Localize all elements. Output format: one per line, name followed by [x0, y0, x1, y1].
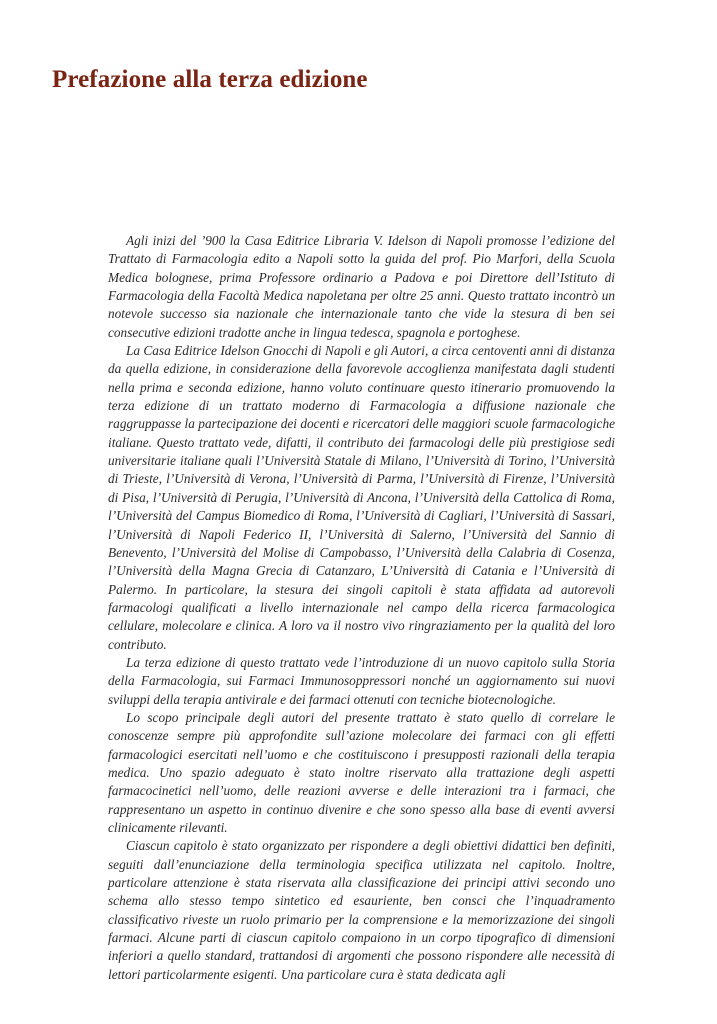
paragraph: Agli inizi del ’900 la Casa Editrice Libraria V. Idelson di Napoli promosse l’edizione del Trattato di Farmacologia edito a Napoli sotto la guida del prof. Pio Marfori, della Scuola Medica bolognese, prima Professore ordinario a Padova e poi Direttore dell’Istituto di Farmacologia della Facoltà Medica napoletana per oltre 25 anni. Questo trattato incontrò un notevole successo sia nazionale che internazionale tanto che vide la stesura di ben sei consecutive edizioni tradotte anche in lingua tedesca, spagnola e portoghese. [108, 233, 615, 340]
page-title: Prefazione alla terza edizione [52, 66, 368, 93]
paragraph: Ciascun capitolo è stato organizzato per rispondere a degli obiettivi didattici ben definiti, seguiti dall’enunciazione della terminologia specifica utilizzata nel capitolo. Inoltre, particolare attenzione è stata riservata alla classificazione dei principi attivi secondo uno schema allo stesso tempo sintetico ed esauriente, ben consci che l’inquadramento classificativo riveste un ruolo primario per la comprensione e la memorizzazione dei singoli farmaci. Alcune parti di ciascun capitolo compaiono in un corpo tipografico di dimensioni inferiori a quello standard, trattandosi di argomenti che possono rispondere alle necessità di lettori particolarmente esigenti. Una particolare cura è stata dedicata agli [108, 838, 615, 982]
paragraph: La terza edizione di questo trattato vede l’introduzione di un nuovo capitolo sulla Storia della Farmacologia, sui Farmaci Immunosoppressori nonché un aggiornamento sui nuovi sviluppi della terapia antivirale e dei farmaci ottenuti con tecniche biotecnologiche. [108, 654, 615, 707]
paragraph: La Casa Editrice Idelson Gnocchi di Napoli e gli Autori, a circa centoventi anni di distanza da quella edizione, in considerazione della favorevole accoglienza manifestata dagli studenti nella prima e seconda edizione, hanno voluto continuare questo itinerario promuovendo la terza edizione di un trattato moderno di Farmacologia a diffusione nazionale che raggruppasse la partecipazione dei docenti e ricercatori delle maggiori scuole farmacologiche italiane. Questo trattato vede, difatti, il contributo dei farmacologi delle più prestigiose sedi universitarie italiane quali l’Università Statale di Milano, l’Università di Torino, l’Università di Trieste, l’Università di Verona, l’Università di Parma, l’Università di Firenze, l’Università di Pisa, l’Università di Perugia, l’Università di Ancona, l’Università della Cattolica di Roma, l’Università del Campus Biomedico di Roma, l’Università di Cagliari, l’Università di Sassari, l’Università di Napoli Federico II, l’Università di Salerno, l’Università del Sannio di Benevento, l’Università del Molise di Campobasso, l’Università della Calabria di Cosenza, l’Università della Magna Grecia di Catanzaro, L’Università di Catania e l’Università di Palermo. In particolare, la stesura dei singoli capitoli è stata affidata ad autorevoli farmacologi qualificati a livello internazionale nel campo della ricerca farmacologica cellulare, molecolare e clinica. A loro va il nostro vivo ringraziamento per la qualità del loro contributo. [108, 343, 615, 652]
preface-body [108, 232, 615, 984]
paragraph: Lo scopo principale degli autori del presente trattato è stato quello di correlare le conoscenze sempre più approfondite sull’azione molecolare dei farmaci con gli effetti farmacologici esercitati nell’uomo e che costituiscono i presupposti razionali della terapia medica. Uno spazio adeguato è stato inoltre riservato alla trattazione degli aspetti farmacocinetici nell’uomo, delle reazioni avverse e delle interazioni tra i farmaci, che rappresentano un aspetto in continuo divenire e che sono spesso alla base di eventi avversi clinicamente rilevanti. [108, 709, 615, 835]
